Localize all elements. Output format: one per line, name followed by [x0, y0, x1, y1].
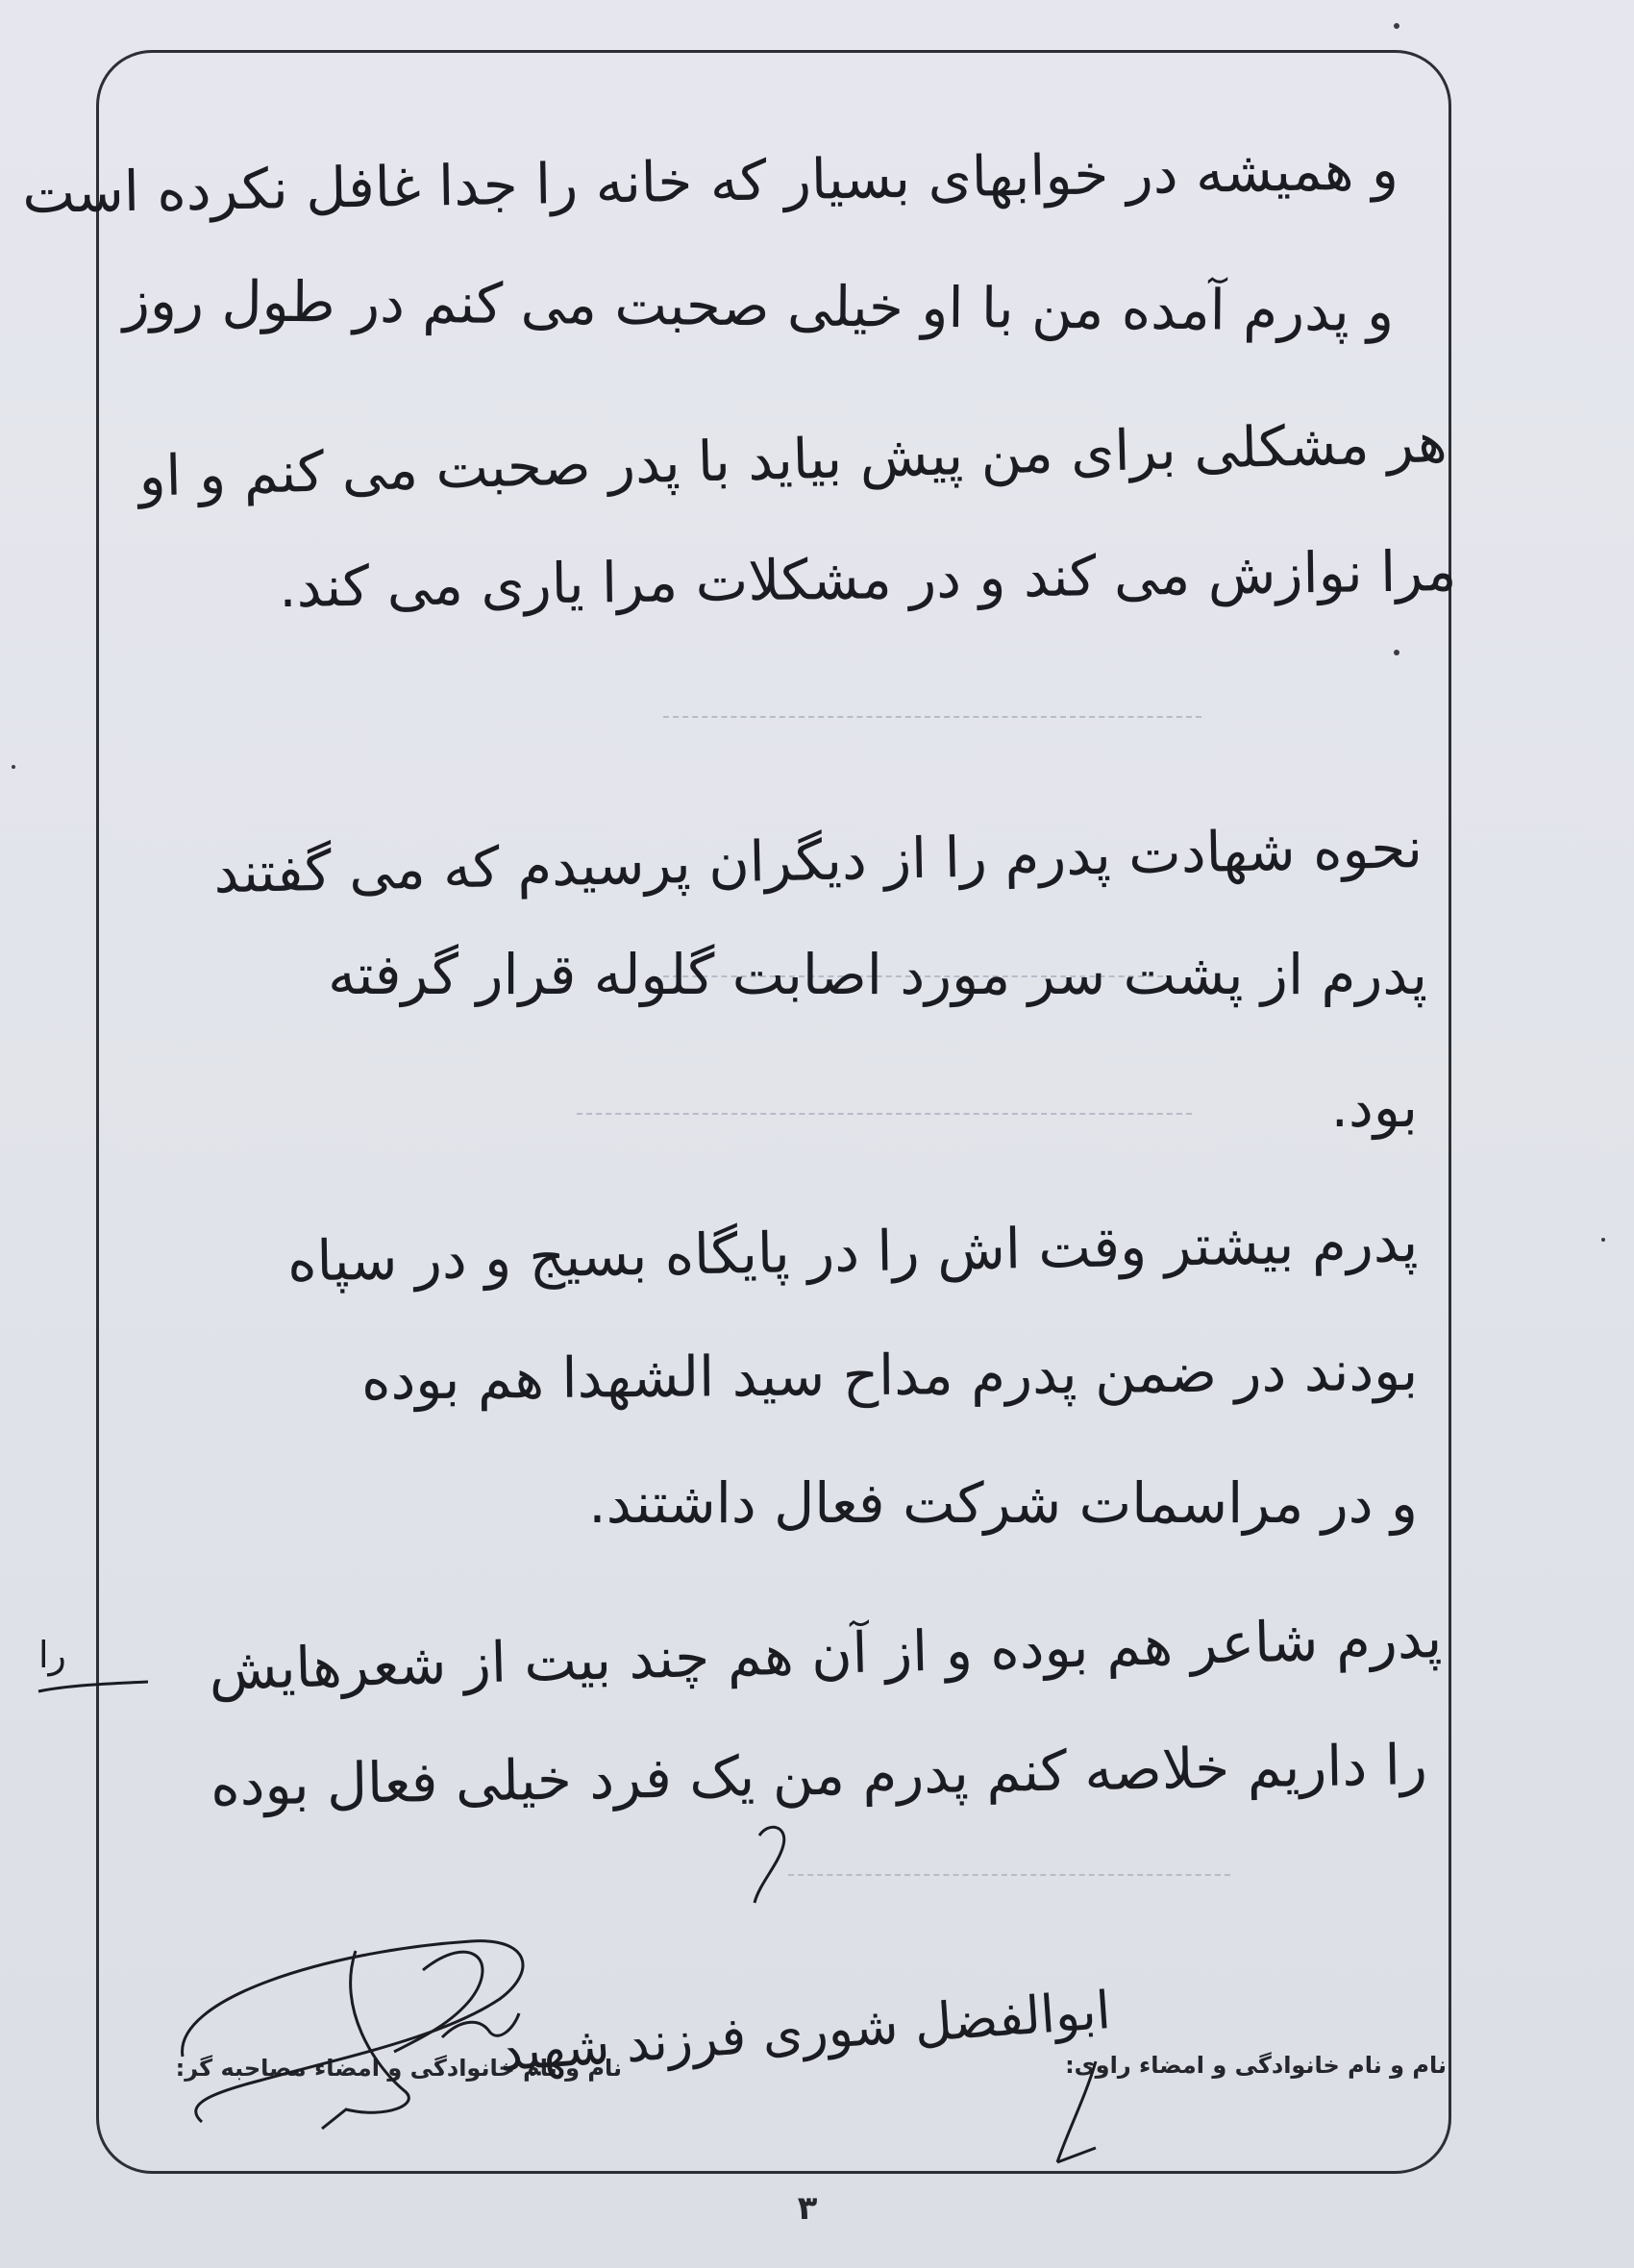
handwritten-line: پدرم از پشت سر مورد اصابت گلوله قرار گرفته: [328, 942, 1427, 1007]
narrator-signature-tail: [1038, 2057, 1192, 2172]
narrator-label: نام و نام خانوادگی و امضاء راوی:: [1065, 2052, 1447, 2079]
handwritten-line: را داریم خلاصه کنم پدرم من یک فرد خیلی فعال بوده: [210, 1732, 1428, 1819]
scan-speck: [12, 765, 15, 769]
handwritten-line: و همیشه در خوابهای بسیار که خانه را جدا غافل نکرده است: [21, 136, 1399, 226]
handwritten-line: نحوه شهادت پدرم را از دیگران پرسیدم که می گفتند: [212, 815, 1424, 906]
margin-note: را: [38, 1634, 66, 1676]
interviewer-signature: [154, 1912, 557, 2133]
handwritten-line: پدرم بیشتر وقت اش را در پایگاه بسیج و در سپاه: [286, 1209, 1419, 1294]
interviewer-label: نام و نام خانوادگی و امضاء مصاحبه گر:: [175, 2055, 622, 2082]
ruled-line: [663, 716, 1201, 718]
handwritten-line: بودند در ضمن پدرم مداح سید الشهدا هم بوده: [360, 1338, 1419, 1413]
handwritten-line: پدرم شاعر هم بوده و از آن هم چند بیت از شعرهایش: [208, 1605, 1443, 1703]
ruled-line: [577, 1113, 1192, 1115]
page-number: ۳: [797, 2189, 818, 2228]
handwritten-line: هر مشکلی برای من پیش بیاید با پدر صحبت می کنم و او: [137, 409, 1448, 509]
scan-speck: [1394, 23, 1399, 29]
handwritten-line: و پدرم آمده من با او خیلی صحبت می کنم در طول روز: [122, 267, 1395, 344]
handwritten-line: مرا نوازش می کند و در مشکلات مرا یاری می کند.: [278, 538, 1457, 621]
margin-underline: [37, 1672, 152, 1711]
scan-speck: [1394, 650, 1399, 655]
scan-speck: [1601, 1238, 1605, 1242]
narrator-signature-text: ابوالفضل شوری فرزند شهید: [497, 1980, 1113, 2083]
handwritten-line: بود.: [1330, 1074, 1418, 1140]
handwritten-line: و در مراسمات شرکت فعال داشتند.: [588, 1470, 1418, 1536]
narrator-signature-stroke: [730, 1826, 923, 1970]
